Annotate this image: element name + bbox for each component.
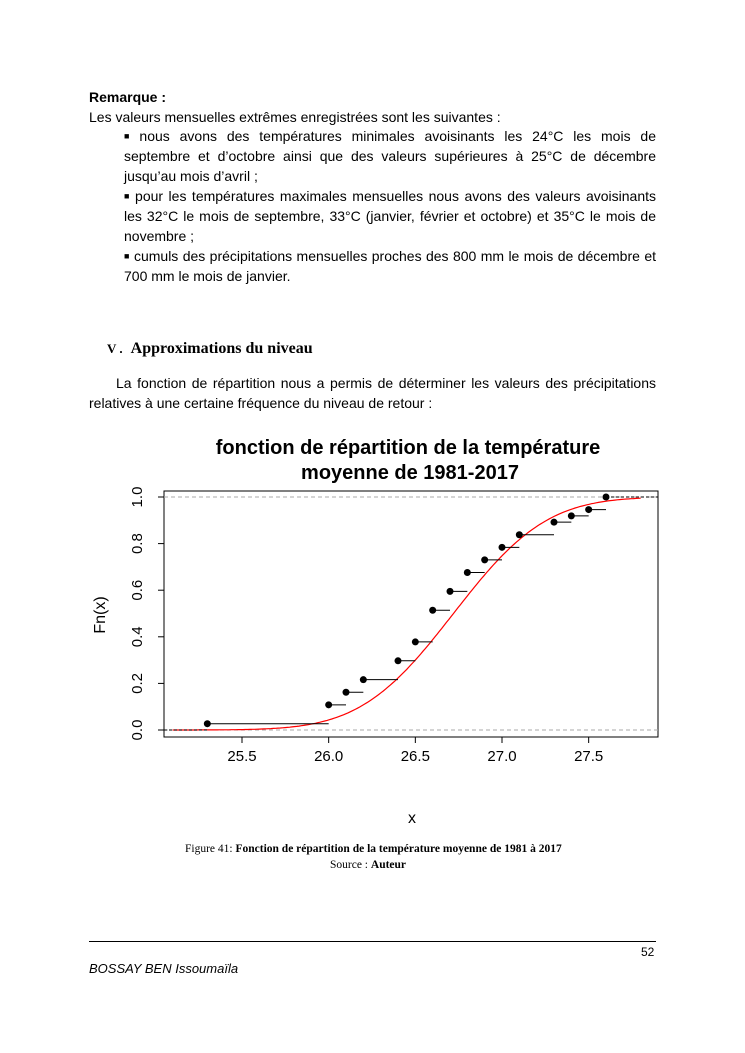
y-tick-label: 0.4 — [129, 626, 146, 648]
x-tick-label: 26.0 — [314, 748, 344, 765]
y-tick-label: 1.0 — [129, 486, 146, 508]
bullet-square-icon: ■ — [124, 191, 132, 201]
section-number: V . — [107, 341, 123, 356]
plot-frame — [164, 491, 658, 737]
x-tick-label: 25.5 — [227, 748, 257, 765]
x-tick-label: 26.5 — [400, 748, 430, 765]
x-tick-label: 27.0 — [487, 748, 517, 765]
x-axis-label: x — [408, 810, 416, 827]
ecdf-point — [395, 657, 402, 664]
ecdf-point — [585, 506, 592, 513]
ecdf-point — [551, 519, 558, 526]
ecdf-point — [481, 556, 488, 563]
bullet-text: nous avons des températures minimales avoisinants les 24°C les mois de septembre et d’octobre ainsi que des valeurs supérieures à 25°C de décembre jusqu’au mois d’avril ; — [124, 128, 656, 184]
figure-label: Figure 41: — [185, 843, 233, 855]
ecdf-point — [516, 531, 523, 538]
y-tick-label: 0.8 — [129, 533, 146, 555]
bullet-square-icon: ■ — [124, 251, 130, 261]
footer-author: BOSSAY BEN Issoumaïla — [89, 961, 239, 976]
ecdf-point — [429, 607, 436, 614]
y-tick-label: 0.0 — [129, 719, 146, 741]
list-item — [118, 126, 656, 186]
ecdf-point — [464, 569, 471, 576]
ecdf-point — [325, 701, 332, 708]
ecdf-chart — [85, 425, 665, 830]
bullet-text: cumuls des précipitations mensuelles proches des 800 mm le mois de décembre et 700 mm le mois de janvier. — [124, 248, 656, 284]
fitted-cdf-curve — [173, 498, 641, 730]
x-tick-label: 27.5 — [574, 748, 604, 765]
section-paragraph: La fonction de répartition nous a permis de déterminer les valeurs des précipitations relatives à une certaine fréquence du niveau de retour : — [89, 375, 656, 411]
ecdf-point — [360, 676, 367, 683]
section-title: Approximations du niveau — [130, 340, 313, 357]
y-axis-label: Fn(x) — [92, 596, 109, 634]
figure-source-label: Source : — [330, 859, 369, 871]
page-number: 52 — [641, 945, 655, 959]
ecdf-point — [447, 588, 454, 595]
chart-title-line2: moyenne de 1981-2017 — [301, 462, 519, 484]
chart-title-line1: fonction de répartition de la température — [215, 437, 601, 459]
remark-bullet-list — [118, 126, 656, 286]
figure-caption-text: Fonction de répartition de la température moyenne de 1981 à 2017 — [235, 843, 562, 855]
ecdf-point — [412, 638, 419, 645]
ecdf-point — [603, 494, 610, 501]
bullet-square-icon: ■ — [124, 131, 136, 141]
ecdf-point — [499, 544, 506, 551]
footer-divider — [89, 941, 656, 942]
list-item — [118, 246, 656, 286]
ecdf-point — [204, 720, 211, 727]
remark-intro: Les valeurs mensuelles extrêmes enregistrées sont les suivantes : — [89, 109, 501, 125]
ecdf-point — [568, 512, 575, 519]
section-heading — [107, 340, 313, 358]
figure-source-value: Auteur — [370, 859, 407, 871]
y-tick-label: 0.6 — [129, 579, 146, 601]
remark-title: Remarque : — [89, 89, 167, 105]
bullet-text: pour les températures maximales mensuelles nous avons des valeurs avoisinants les 32°C le mois de septembre, 33°C (janvier, février et octobre) et 35°C le mois de novembre ; — [124, 188, 657, 244]
list-item — [118, 186, 656, 246]
y-tick-label: 0.2 — [129, 672, 146, 694]
ecdf-point — [343, 689, 350, 696]
